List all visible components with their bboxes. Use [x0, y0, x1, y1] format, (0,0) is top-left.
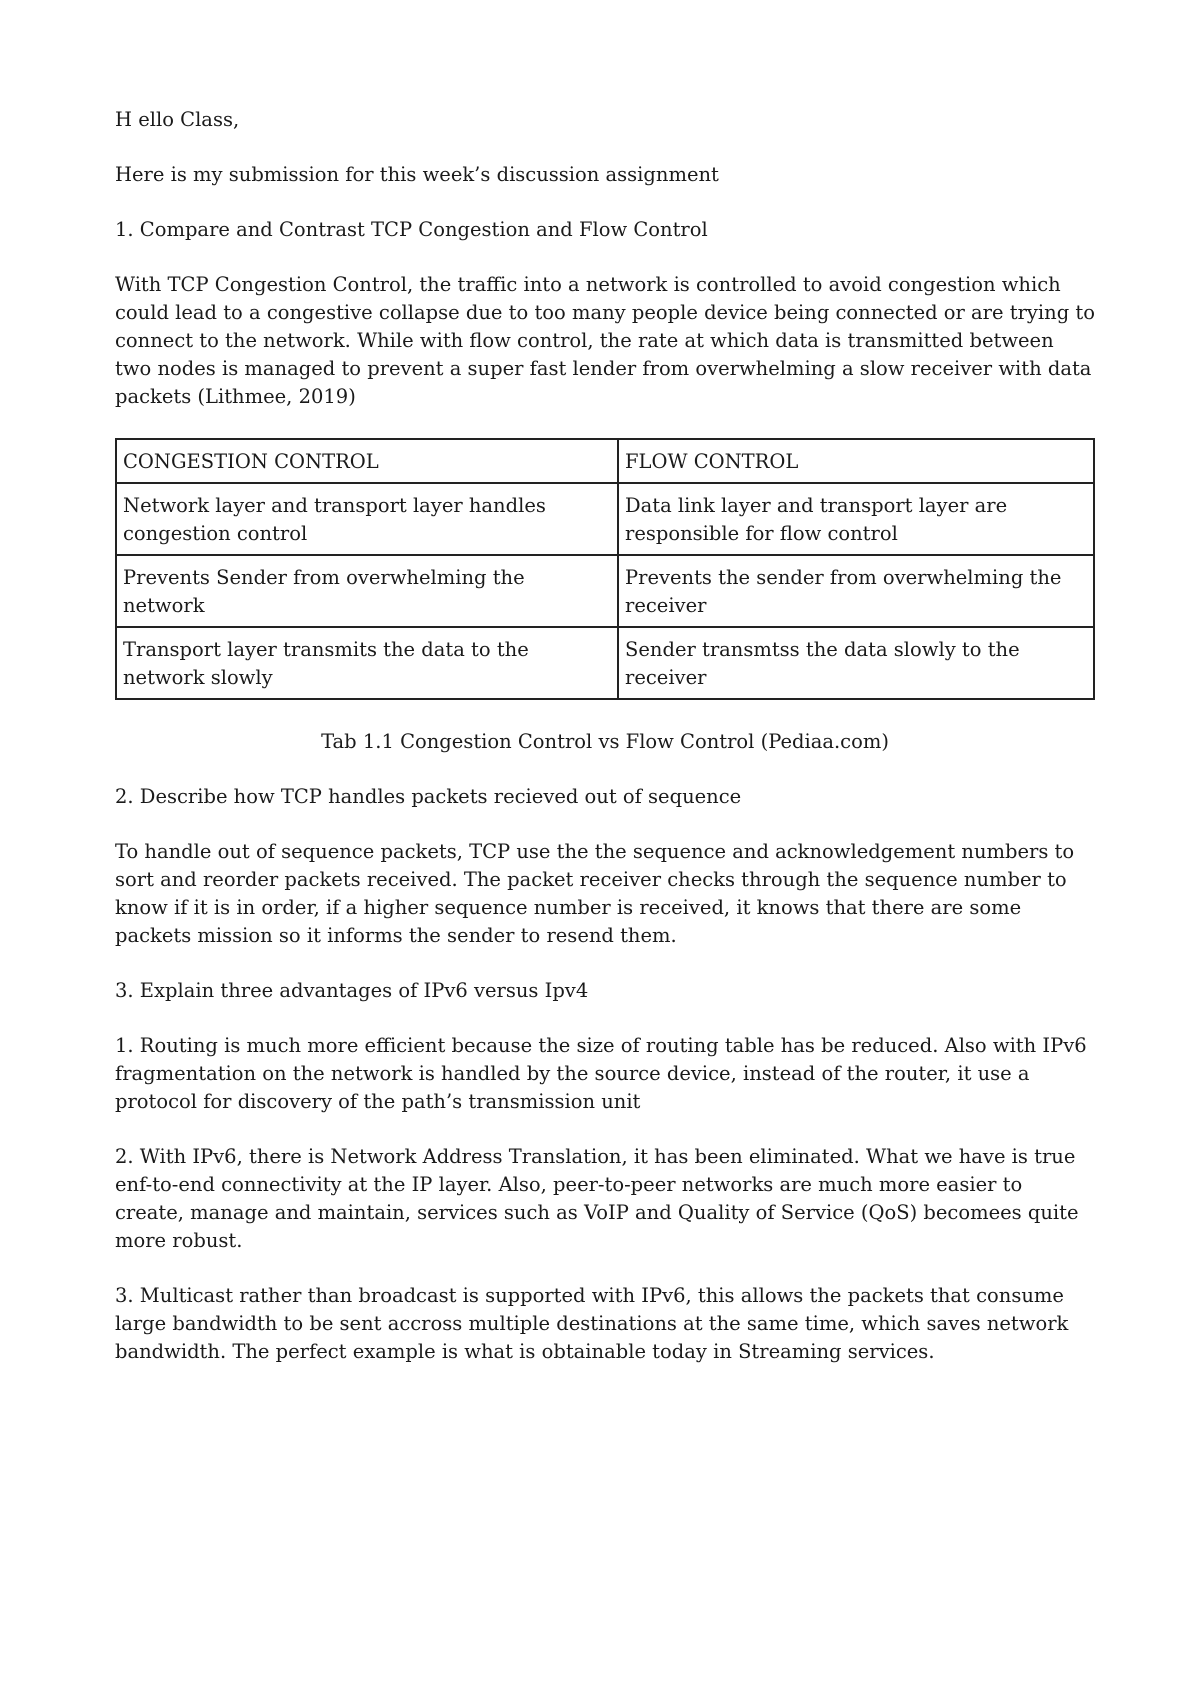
question-3-point: 3. Multicast rather than broadcast is supported with IPv6, this allows the packets that consume large bandwidth to be sent accross multiple destinations at the same time, which saves network bandwidth. The perfect example is what is obtainable today in Streaming services.	[115, 1284, 1069, 1363]
table-row	[116, 555, 1094, 627]
table-cell: Transport layer transmits the data to the network slowly	[116, 627, 618, 699]
question-1-answer: With TCP Congestion Control, the traffic into a network is controlled to avoid congestion which could lead to a congestive collapse due to too many people device being connected or are trying to connect to the network. While with flow control, the rate at which data is transmitted between two nodes is managed to prevent a super fast lender from overwhelming a slow receiver with data packets (Lithmee, 2019)	[115, 273, 1095, 408]
question-2-answer: To handle out of sequence packets, TCP use the the sequence and acknowledgement numbers to sort and reorder packets received. The packet receiver checks through the sequence number to know if it is in order, if a higher sequence number is received, it knows that there are some packets mission so it informs the sender to resend them.	[115, 840, 1075, 947]
question-3-point: 1. Routing is much more efficient because the size of routing table has be reduced. Also with IPv6 fragmentation on the network is handled by the source device, instead of the router, it use a protocol for discovery of the path’s transmission unit	[115, 1034, 1087, 1113]
table-caption: Tab 1.1 Congestion Control vs Flow Control (Pediaa.com)	[321, 730, 889, 753]
question-2-heading: 2. Describe how TCP handles packets recieved out of sequence	[115, 785, 742, 808]
table-header-cell: FLOW CONTROL	[618, 439, 1094, 483]
table-cell: Data link layer and transport layer are responsible for flow control	[618, 483, 1094, 555]
greeting: H ello Class,	[115, 108, 240, 131]
table-cell: Network layer and transport layer handles congestion control	[116, 483, 618, 555]
table-cell: Sender transmtss the data slowly to the receiver	[618, 627, 1094, 699]
table-row	[116, 627, 1094, 699]
question-1-heading: 1. Compare and Contrast TCP Congestion and Flow Control	[115, 218, 708, 241]
table-row	[116, 483, 1094, 555]
table-cell: Prevents Sender from overwhelming the network	[116, 555, 618, 627]
table-cell: Prevents the sender from overwhelming the receiver	[618, 555, 1094, 627]
intro-text: Here is my submission for this week’s discussion assignment	[115, 163, 719, 186]
table-header-cell: CONGESTION CONTROL	[116, 439, 618, 483]
question-3-heading: 3. Explain three advantages of IPv6 versus Ipv4	[115, 979, 589, 1002]
table-header-row	[116, 439, 1094, 483]
comparison-table	[115, 438, 1095, 700]
question-3-point: 2. With IPv6, there is Network Address Translation, it has been eliminated. What we have is true enf-to-end connectivity at the IP layer. Also, peer-to-peer networks are much more easier to create, manage and maintain, services such as VoIP and Quality of Service (QoS) becomees quite more robust.	[115, 1145, 1079, 1252]
document-page	[115, 106, 1095, 1393]
